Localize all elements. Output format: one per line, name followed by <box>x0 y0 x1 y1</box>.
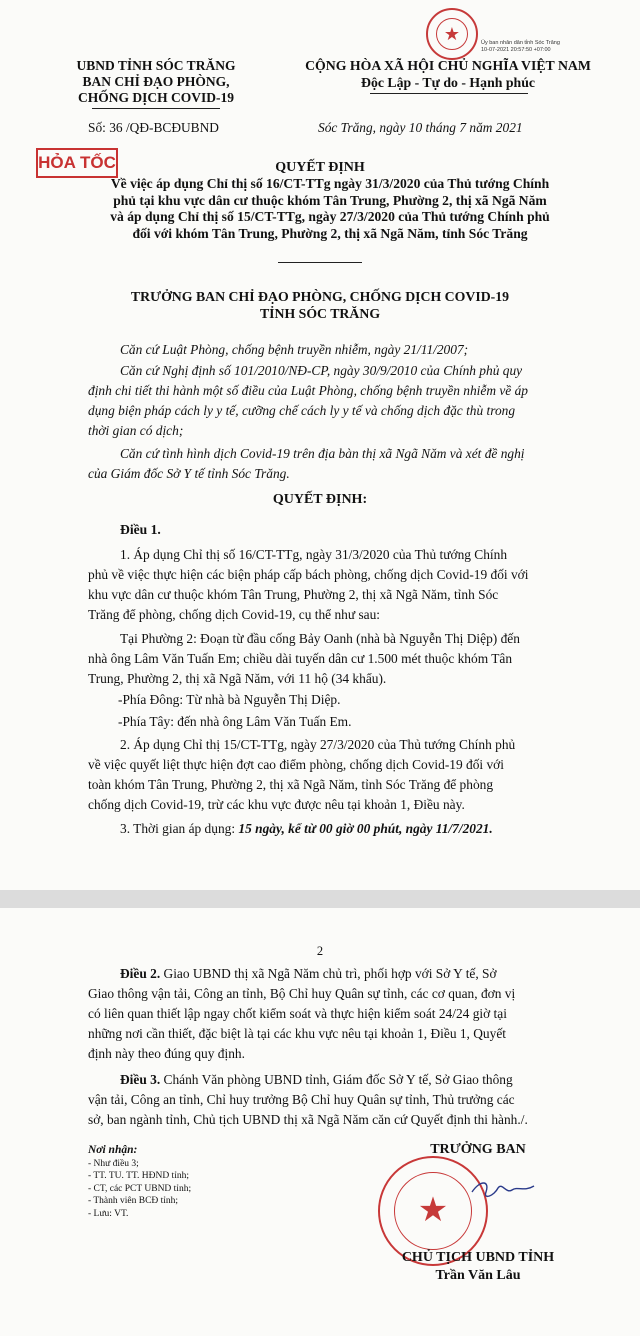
basis-line: thời gian có dịch; <box>88 423 184 438</box>
scope-line: Tại Phường 2: Đoạn từ đầu cống Bảy Oanh (nhà bà Nguyễn Thị Diệp) đến <box>120 631 520 646</box>
duration-label: 3. Thời gian áp dụng: <box>120 821 239 836</box>
esign-org: Ủy ban nhân dân tỉnh Sóc Trăng <box>481 40 560 46</box>
west-boundary: -Phía Tây: đến nhà ông Lâm Văn Tuấn Em. <box>118 714 352 729</box>
recipients-heading: Nơi nhận: <box>88 1144 138 1156</box>
recipient-item: - Thành viên BCĐ tỉnh; <box>88 1196 179 1206</box>
subject-line: và áp dụng Chỉ thị số 15/CT-TTg, ngày 27/3/2020 của Thủ tướng Chính phủ <box>110 209 550 224</box>
recipient-item: - CT, các PCT UBND tỉnh; <box>88 1183 192 1194</box>
scope-line: nhà ông Lâm Văn Tuấn Em; chiều dài tuyến dân cư 1.500 mét thuộc khóm Tân <box>88 651 513 666</box>
basis-situation <box>88 444 572 484</box>
issuer-committee: BAN CHỈ ĐẠO PHÒNG, <box>82 74 230 89</box>
clause-line: chống dịch Covid-19, trừ các khu vực được nêu tại khoản 1, Điều này. <box>88 797 465 812</box>
article-line: Giao UBND thị xã Ngã Năm chủ trì, phối hợp với Sở Y tế, Sở <box>160 966 497 981</box>
issuer-block <box>56 58 256 106</box>
article-line: định này theo đúng quy định. <box>88 1046 245 1061</box>
recipients-list <box>88 1144 191 1220</box>
authority-title: TRƯỞNG BAN CHỈ ĐẠO PHÒNG, CHỐNG DỊCH COVID-19 <box>130 289 510 304</box>
clause-line: phủ về việc thực hiện các biện pháp cấp bách phòng, chống dịch Covid-19 đối với <box>88 567 529 582</box>
basis-line: dụng biện pháp cách ly y tế, cưỡng chế cách ly y tế và chống dịch đặc thù trong <box>88 403 516 418</box>
signer-name: Trần Văn Lâu <box>435 1268 521 1283</box>
basis-line: Căn cứ tình hình dịch Covid-19 trên địa bàn thị xã Ngã Năm và xét đề nghị <box>120 446 525 461</box>
article-line: Chánh Văn phòng UBND tỉnh, Giám đốc Sở Y tế, Sở Giao thông <box>160 1072 513 1087</box>
article-1-clause-3 <box>120 819 590 839</box>
article-1-clause-2 <box>88 735 572 815</box>
national-motto: Độc Lập - Tự do - Hạnh phúc <box>360 75 536 90</box>
decision-subject <box>40 176 620 242</box>
article-3-label: Điều 3. <box>120 1072 161 1087</box>
urgent-stamp: HỎA TỐC <box>36 148 118 178</box>
article-2-label: Điều 2. <box>120 966 161 981</box>
article-line: vận tải, Công an tỉnh, Chỉ huy trưởng Bộ Chỉ huy Quân sự tỉnh, Thủ trưởng các <box>88 1092 515 1107</box>
place-date: Sóc Trăng, ngày 10 tháng 7 năm 2021 <box>318 120 523 135</box>
east-boundary: -Phía Đông: Từ nhà bà Nguyễn Thị Diệp. <box>118 692 341 707</box>
esign-seal <box>426 8 478 60</box>
star-icon: ★ <box>443 24 461 44</box>
clause-line: Trăng để phòng, chống dịch Covid-19, cụ thể như sau: <box>88 607 381 622</box>
basis-decree <box>88 361 572 441</box>
article-3 <box>88 1070 572 1130</box>
issuer-committee-2: CHỐNG DỊCH COVID-19 <box>77 90 234 105</box>
motto-underline <box>370 93 528 94</box>
clause-line: 2. Áp dụng Chỉ thị 15/CT-TTg, ngày 27/3/2020 của Thủ tướng Chính phủ <box>120 737 516 752</box>
article-line: những nơi cần thiết, đặc biệt là tại các khu vực nêu tại khoản 1, Điều 1, Quyết <box>88 1026 506 1041</box>
document-number: Số: 36 /QĐ-BCĐUBND <box>88 120 219 135</box>
subject-line: đối với khóm Tân Trung, Phường 2, thị xã Ngã Năm, tỉnh Sóc Trăng <box>132 225 528 241</box>
ward-scope <box>88 629 572 689</box>
signer-title: TRƯỞNG BAN <box>430 1142 526 1157</box>
article-2 <box>88 964 572 1064</box>
decision-title: QUYẾT ĐỊNH <box>275 160 365 175</box>
decision-heading: QUYẾT ĐỊNH: <box>272 492 368 507</box>
recipient-item: - Như điều 3; <box>88 1158 139 1169</box>
page-number: 2 <box>316 944 324 958</box>
basis-line: Căn cứ Nghị định số 101/2010/NĐ-CP, ngày 30/9/2010 của Chính phủ quy <box>120 363 523 378</box>
article-line: Giao thông vận tải, Công an tỉnh, Bộ Chỉ huy Quân sự tỉnh, các cơ quan, đơn vị <box>88 986 516 1001</box>
article-line: sở, ban ngành tỉnh, Chủ tịch UBND thị xã Ngã Năm căn cứ Quyết định thi hành./. <box>88 1112 528 1127</box>
star-icon: ★ <box>417 1192 449 1229</box>
clause-line: 1. Áp dụng Chỉ thị số 16/CT-TTg, ngày 31/3/2020 của Thủ tướng Chính <box>120 547 508 562</box>
article-1-clause-1 <box>88 545 572 625</box>
duration-value: 15 ngày, kể từ 00 giờ 00 phút, ngày 11/7/2021. <box>238 821 493 836</box>
clause-line: về việc quyết liệt thực hiện đợt cao điểm phòng, chống dịch Covid-19 đối với <box>88 757 504 772</box>
subject-line: Về việc áp dụng Chỉ thị số 16/CT-TTg ngày 31/3/2020 của Thủ tướng Chính <box>110 176 550 191</box>
issuer-underline <box>92 108 220 109</box>
basis-line: định chi tiết thi hành một số điều của Luật Phòng, chống bệnh truyền nhiễm về áp <box>88 383 528 398</box>
national-title: CỘNG HÒA XÃ HỘI CHỦ NGHĨA VIỆT NAM <box>305 58 591 73</box>
subject-underline <box>278 262 362 263</box>
authority-block <box>0 288 640 322</box>
recipient-item: - Lưu: VT. <box>88 1208 129 1219</box>
signer-position: CHỦ TỊCH UBND TỈNH <box>401 1250 555 1265</box>
esign-timestamp: 10-07-2021 20:57:50 +07:00 <box>481 47 551 53</box>
recipient-item: - TT. TU. TT. HĐND tỉnh; <box>88 1171 189 1181</box>
basis-line: của Giám đốc Sở Y tế tỉnh Sóc Trăng. <box>88 466 290 481</box>
article-1-label: Điều 1. <box>120 522 161 537</box>
clause-line: toàn khóm Tân Trung, Phường 2, thị xã Ngã Năm, tỉnh Sóc Trăng để phòng <box>88 777 494 792</box>
issuer-province: UBND TỈNH SÓC TRĂNG <box>76 58 236 73</box>
authority-province: TỈNH SÓC TRĂNG <box>259 306 381 321</box>
signature-mark <box>468 1174 538 1204</box>
clause-line: khu vực dân cư thuộc khóm Tân Trung, Phường 2, thị xã Ngã Năm, tỉnh Sóc <box>88 587 499 602</box>
article-line: có liên quan thiết lập ngay chốt kiểm soát và thực hiện kiểm soát 24/24 giờ tại <box>88 1006 507 1021</box>
basis-law: Căn cứ Luật Phòng, chống bệnh truyền nhiễm, ngày 21/11/2007; <box>120 342 469 357</box>
subject-line: phủ tại khu vực dân cư thuộc khóm Tân Trung, Phường 2, thị xã Ngã Năm <box>113 192 547 208</box>
scope-line: Trung, Phường 2, thị xã Ngã Năm, với 11 hộ (34 khẩu). <box>88 671 387 686</box>
